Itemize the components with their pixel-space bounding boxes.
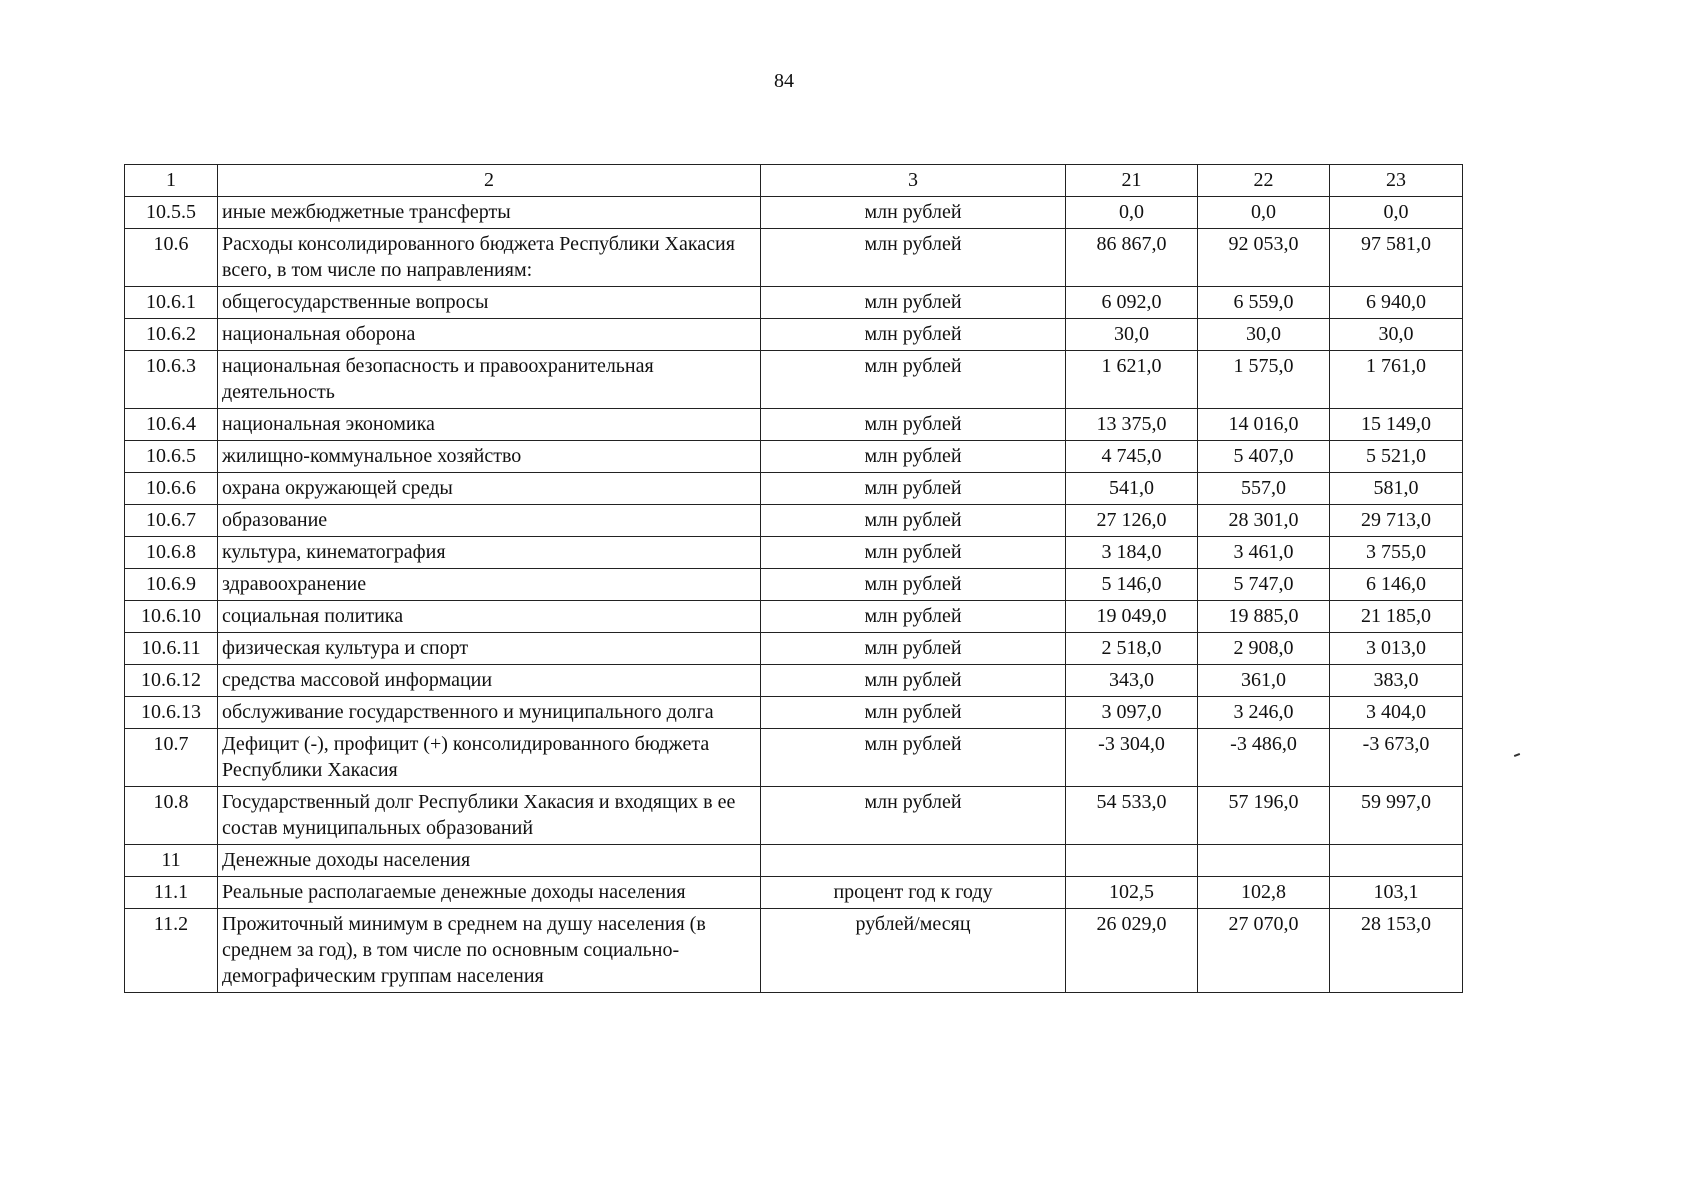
scan-mark	[1514, 753, 1520, 757]
table-row	[125, 665, 1463, 697]
value-22-cell	[1198, 845, 1330, 877]
header-cell-3: 3	[761, 165, 1066, 197]
value-23-cell: 59 997,0	[1330, 787, 1463, 845]
value-23-cell: 97 581,0	[1330, 229, 1463, 287]
value-23-cell: 0,0	[1330, 197, 1463, 229]
unit-cell: млн рублей	[761, 441, 1066, 473]
table-row	[125, 229, 1463, 287]
row-number-cell: 10.6.2	[125, 319, 218, 351]
table-row	[125, 633, 1463, 665]
row-number-cell: 10.6.1	[125, 287, 218, 319]
value-23-cell: 30,0	[1330, 319, 1463, 351]
header-cell-1: 1	[125, 165, 218, 197]
value-23-cell	[1330, 845, 1463, 877]
value-21-cell: -3 304,0	[1066, 729, 1198, 787]
value-21-cell: 102,5	[1066, 877, 1198, 909]
unit-cell: млн рублей	[761, 351, 1066, 409]
unit-cell	[761, 845, 1066, 877]
table-row	[125, 845, 1463, 877]
header-cell-22: 22	[1198, 165, 1330, 197]
value-22-cell: 557,0	[1198, 473, 1330, 505]
indicator-name-cell: национальная экономика	[218, 409, 761, 441]
header-cell-21: 21	[1066, 165, 1198, 197]
value-22-cell: 28 301,0	[1198, 505, 1330, 537]
unit-cell: млн рублей	[761, 697, 1066, 729]
row-number-cell: 10.6.9	[125, 569, 218, 601]
value-22-cell: 27 070,0	[1198, 909, 1330, 993]
indicator-name-cell: образование	[218, 505, 761, 537]
unit-cell: млн рублей	[761, 601, 1066, 633]
value-21-cell: 86 867,0	[1066, 229, 1198, 287]
table-row	[125, 441, 1463, 473]
value-21-cell: 54 533,0	[1066, 787, 1198, 845]
row-number-cell: 10.6.13	[125, 697, 218, 729]
value-22-cell: 3 461,0	[1198, 537, 1330, 569]
value-21-cell: 27 126,0	[1066, 505, 1198, 537]
table-row	[125, 877, 1463, 909]
value-22-cell: 92 053,0	[1198, 229, 1330, 287]
unit-cell: процент год к году	[761, 877, 1066, 909]
value-23-cell: 383,0	[1330, 665, 1463, 697]
row-number-cell: 10.6.8	[125, 537, 218, 569]
indicator-name-cell: Дефицит (-), профицит (+) консолидированного бюджета Республики Хакасия	[218, 729, 761, 787]
indicators-table	[124, 164, 1463, 993]
table-row	[125, 787, 1463, 845]
unit-cell: млн рублей	[761, 665, 1066, 697]
indicator-name-cell: охрана окружающей среды	[218, 473, 761, 505]
value-21-cell: 3 184,0	[1066, 537, 1198, 569]
value-22-cell: 6 559,0	[1198, 287, 1330, 319]
indicator-name-cell: жилищно-коммунальное хозяйство	[218, 441, 761, 473]
value-21-cell: 19 049,0	[1066, 601, 1198, 633]
row-number-cell: 10.6.6	[125, 473, 218, 505]
row-number-cell: 10.6.11	[125, 633, 218, 665]
table-row	[125, 697, 1463, 729]
table-row	[125, 569, 1463, 601]
value-23-cell: 29 713,0	[1330, 505, 1463, 537]
unit-cell: млн рублей	[761, 319, 1066, 351]
value-23-cell: 6 940,0	[1330, 287, 1463, 319]
table-row	[125, 505, 1463, 537]
value-21-cell: 6 092,0	[1066, 287, 1198, 319]
row-number-cell: 10.6.5	[125, 441, 218, 473]
row-number-cell: 11.2	[125, 909, 218, 993]
indicator-name-cell: культура, кинематография	[218, 537, 761, 569]
unit-cell: рублей/месяц	[761, 909, 1066, 993]
table-body	[125, 197, 1463, 993]
value-21-cell	[1066, 845, 1198, 877]
indicator-name-cell: Расходы консолидированного бюджета Республики Хакасия всего, в том числе по направлениям:	[218, 229, 761, 287]
unit-cell: млн рублей	[761, 229, 1066, 287]
table-row	[125, 729, 1463, 787]
value-23-cell: 103,1	[1330, 877, 1463, 909]
value-22-cell: 361,0	[1198, 665, 1330, 697]
unit-cell: млн рублей	[761, 537, 1066, 569]
header-cell-2: 2	[218, 165, 761, 197]
page-number: 84	[774, 70, 794, 92]
value-23-cell: -3 673,0	[1330, 729, 1463, 787]
value-22-cell: 30,0	[1198, 319, 1330, 351]
value-21-cell: 30,0	[1066, 319, 1198, 351]
unit-cell: млн рублей	[761, 729, 1066, 787]
table-row	[125, 287, 1463, 319]
value-23-cell: 15 149,0	[1330, 409, 1463, 441]
value-23-cell: 581,0	[1330, 473, 1463, 505]
indicator-name-cell: физическая культура и спорт	[218, 633, 761, 665]
value-21-cell: 1 621,0	[1066, 351, 1198, 409]
value-22-cell: 2 908,0	[1198, 633, 1330, 665]
value-21-cell: 2 518,0	[1066, 633, 1198, 665]
row-number-cell: 10.6.4	[125, 409, 218, 441]
row-number-cell: 11	[125, 845, 218, 877]
value-22-cell: 0,0	[1198, 197, 1330, 229]
value-22-cell: 14 016,0	[1198, 409, 1330, 441]
value-21-cell: 13 375,0	[1066, 409, 1198, 441]
table-row	[125, 351, 1463, 409]
table-row	[125, 601, 1463, 633]
row-number-cell: 10.6.12	[125, 665, 218, 697]
unit-cell: млн рублей	[761, 569, 1066, 601]
value-21-cell: 4 745,0	[1066, 441, 1198, 473]
value-22-cell: 5 747,0	[1198, 569, 1330, 601]
value-23-cell: 1 761,0	[1330, 351, 1463, 409]
row-number-cell: 10.6.10	[125, 601, 218, 633]
unit-cell: млн рублей	[761, 473, 1066, 505]
indicator-name-cell: обслуживание государственного и муниципального долга	[218, 697, 761, 729]
unit-cell: млн рублей	[761, 409, 1066, 441]
header-cell-23: 23	[1330, 165, 1463, 197]
indicator-name-cell: социальная политика	[218, 601, 761, 633]
indicator-name-cell: Реальные располагаемые денежные доходы населения	[218, 877, 761, 909]
table-row	[125, 409, 1463, 441]
value-22-cell: 1 575,0	[1198, 351, 1330, 409]
value-22-cell: 3 246,0	[1198, 697, 1330, 729]
row-number-cell: 10.7	[125, 729, 218, 787]
value-23-cell: 3 013,0	[1330, 633, 1463, 665]
table-row	[125, 197, 1463, 229]
row-number-cell: 10.6.7	[125, 505, 218, 537]
value-21-cell: 541,0	[1066, 473, 1198, 505]
value-23-cell: 28 153,0	[1330, 909, 1463, 993]
indicator-name-cell: Денежные доходы населения	[218, 845, 761, 877]
indicator-name-cell: Государственный долг Республики Хакасия и входящих в ее состав муниципальных образований	[218, 787, 761, 845]
table-header-row	[125, 165, 1463, 197]
indicator-name-cell: общегосударственные вопросы	[218, 287, 761, 319]
row-number-cell: 10.6.3	[125, 351, 218, 409]
value-23-cell: 3 755,0	[1330, 537, 1463, 569]
value-23-cell: 6 146,0	[1330, 569, 1463, 601]
row-number-cell: 10.6	[125, 229, 218, 287]
value-22-cell: 102,8	[1198, 877, 1330, 909]
value-22-cell: 19 885,0	[1198, 601, 1330, 633]
value-22-cell: 5 407,0	[1198, 441, 1330, 473]
unit-cell: млн рублей	[761, 197, 1066, 229]
value-21-cell: 343,0	[1066, 665, 1198, 697]
indicator-name-cell: здравоохранение	[218, 569, 761, 601]
value-21-cell: 26 029,0	[1066, 909, 1198, 993]
unit-cell: млн рублей	[761, 787, 1066, 845]
value-23-cell: 5 521,0	[1330, 441, 1463, 473]
unit-cell: млн рублей	[761, 505, 1066, 537]
table-row	[125, 537, 1463, 569]
value-22-cell: 57 196,0	[1198, 787, 1330, 845]
value-21-cell: 3 097,0	[1066, 697, 1198, 729]
unit-cell: млн рублей	[761, 633, 1066, 665]
row-number-cell: 10.8	[125, 787, 218, 845]
table-row	[125, 909, 1463, 993]
row-number-cell: 11.1	[125, 877, 218, 909]
value-21-cell: 0,0	[1066, 197, 1198, 229]
indicator-name-cell: национальная оборона	[218, 319, 761, 351]
table-row	[125, 319, 1463, 351]
indicator-name-cell: средства массовой информации	[218, 665, 761, 697]
indicator-name-cell: Прожиточный минимум в среднем на душу населения (в среднем за год), в том числе по основным социально-демографическим группам населения	[218, 909, 761, 993]
value-22-cell: -3 486,0	[1198, 729, 1330, 787]
row-number-cell: 10.5.5	[125, 197, 218, 229]
value-21-cell: 5 146,0	[1066, 569, 1198, 601]
unit-cell: млн рублей	[761, 287, 1066, 319]
value-23-cell: 21 185,0	[1330, 601, 1463, 633]
value-23-cell: 3 404,0	[1330, 697, 1463, 729]
indicator-name-cell: национальная безопасность и правоохранительная деятельность	[218, 351, 761, 409]
table-row	[125, 473, 1463, 505]
indicator-name-cell: иные межбюджетные трансферты	[218, 197, 761, 229]
